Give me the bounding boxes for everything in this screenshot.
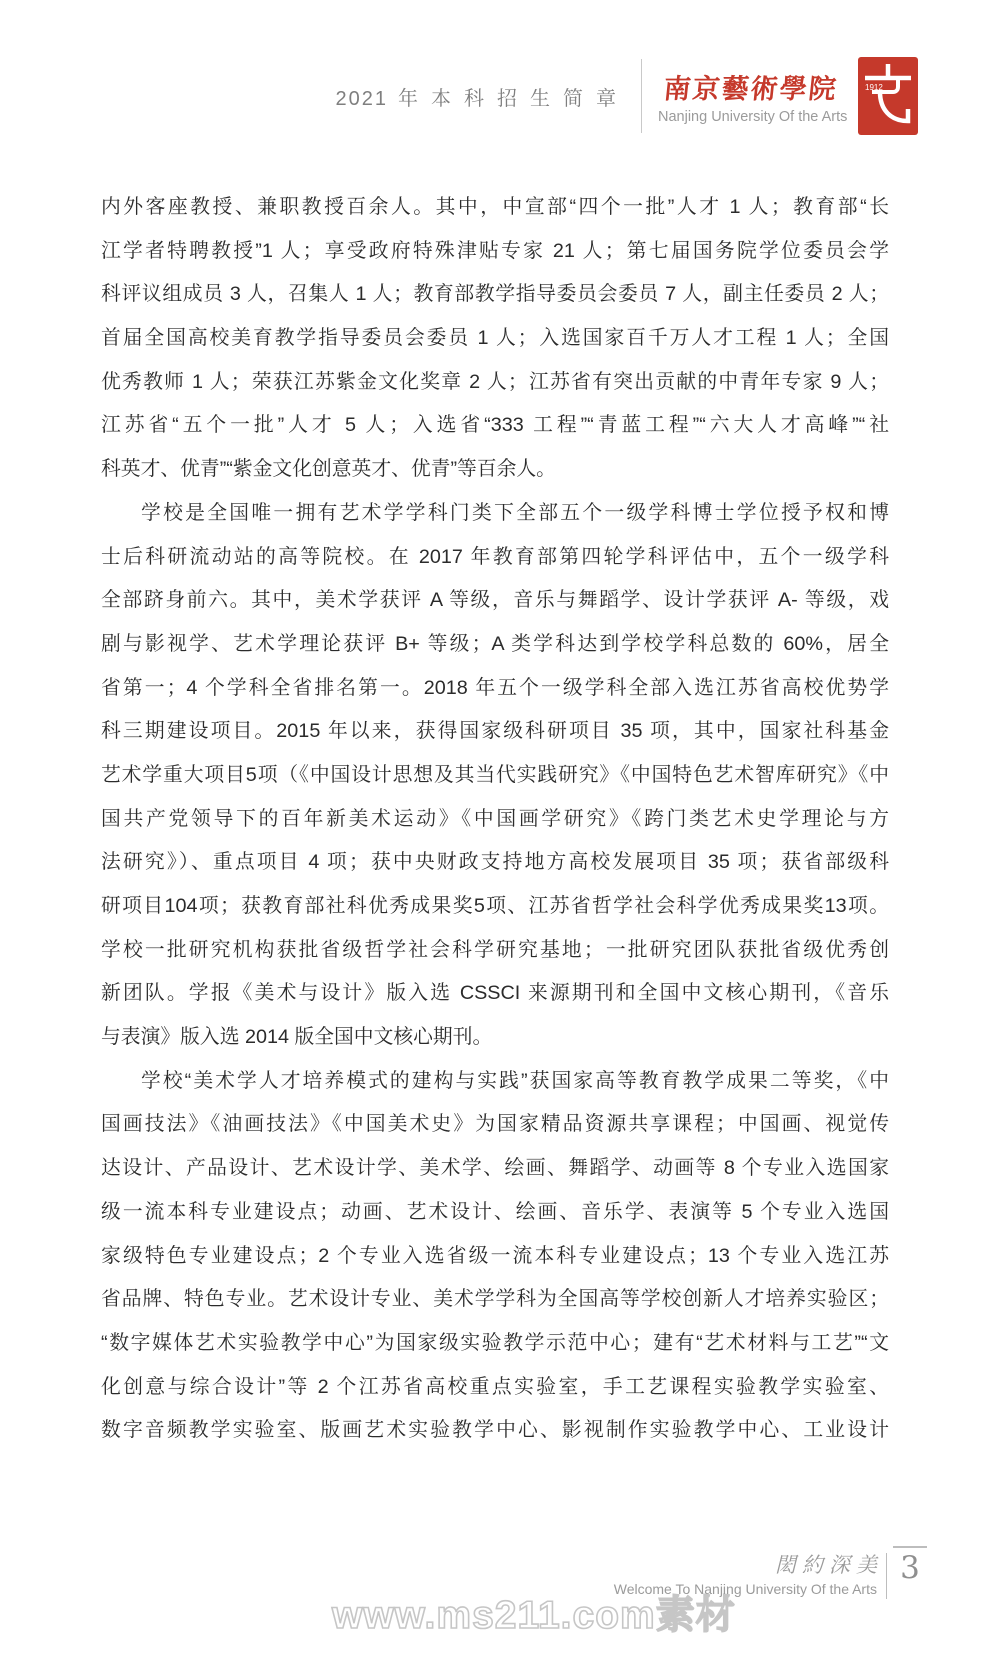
header-title-cn: 年本科招生简章 [398, 87, 629, 110]
text-line: 江苏省“五个一批”人才 5 人；入选省“333 工程”“青蓝工程”“六大人才高峰”“社 [101, 414, 889, 437]
text-line: 级一流本科专业建设点；动画、艺术设计、绘画、音乐学、表演等 5 个专业入选国 [101, 1200, 889, 1223]
paragraph [101, 1060, 889, 1453]
text-line: 研项目104项；获教育部社科优秀成果奖5项、江苏省哲学社会科学优秀成果奖13项。 [101, 895, 889, 917]
text-line: 优秀教师 1 人；荣获江苏紫金文化奖章 2 人；江苏省有突出贡献的中青年专家 9 人； [101, 370, 889, 393]
header-year: 2021 [335, 87, 388, 110]
text-line: 省品牌、特色专业。艺术设计专业、美术学学科为全国高等学校创新人才培养实验区； [101, 1288, 889, 1311]
footer-divider [886, 1553, 887, 1599]
watermark-text: www.ms211.com素材 [332, 1594, 736, 1637]
text-line: 科三期建设项目。2015 年以来，获得国家级科研项目 35 项，其中，国家社科基金 [101, 720, 889, 743]
page-number: 3 [900, 1550, 920, 1586]
university-name-en: Nanjing University Of the Arts [658, 109, 848, 125]
footer-motto: 閎約深美 [775, 1553, 883, 1577]
text-line: 江学者特聘教授”1 人；享受政府特殊津贴专家 21 人；第七届国务院学位委员会学 [101, 239, 889, 262]
text-line: 国画技法》《油画技法》《中国美术史》为国家精品资源共享课程；中国画、视觉传 [101, 1113, 889, 1136]
header-divider [641, 59, 642, 133]
university-name-cn: 南京藝術學院 [662, 74, 840, 105]
text-line: “数字媒体艺术实验教学中心”为国家级实验教学示范中心；建有“艺术材料与工艺”“文 [101, 1331, 889, 1354]
text-line: 数字音频教学实验室、版画艺术实验教学中心、影视制作实验教学中心、工业设计 [101, 1419, 889, 1442]
page-number-rule [893, 1546, 927, 1548]
footer-welcome-text: Welcome To Nanjing University Of the Arts [613, 1581, 877, 1597]
text-line: 新团队。学报《美术与设计》版入选 CSSCI 来源期刊和全国中文核心期刊，《音乐 [101, 982, 889, 1005]
text-line: 化创意与综合设计”等 2 个江苏省高校重点实验室，手工艺课程实验教学实验室、 [101, 1375, 889, 1398]
text-line: 艺术学重大项目5项（《中国设计思想及其当代实践研究》《中国特色艺术智库研究》《中 [101, 763, 889, 786]
text-line: 达设计、产品设计、艺术设计学、美术学、绘画、舞蹈学、动画等 8 个专业入选国家 [101, 1157, 889, 1180]
text-line: 学校是全国唯一拥有艺术学学科门类下全部五个一级学科博士学位授予权和博 [141, 501, 889, 524]
text-line: 全部跻身前六。其中，美术学获评 A 等级，音乐与舞蹈学、设计学获评 A- 等级，戏 [101, 589, 889, 612]
text-line: 家级特色专业建设点；2 个专业入选省级一流本科专业建设点；13 个专业入选江苏 [101, 1244, 889, 1267]
text-line: 国共产党领导下的百年新美术运动》《中国画学研究》《跨门类艺术史学理论与方 [101, 807, 889, 830]
text-line: 学校“美术学人才培养模式的建构与实践”获国家高等教育教学成果二等奖，《中 [141, 1069, 889, 1092]
body-text [101, 186, 889, 1453]
page-header [336, 52, 919, 140]
seal-year-text: 1912 [865, 83, 883, 92]
header-title [336, 82, 630, 111]
text-line: 与表演》版入选 2014 版全国中文核心期刊。 [101, 1026, 493, 1049]
university-logo [658, 67, 848, 125]
text-line: 首届全国高校美育教学指导委员会委员 1 人；入选国家百千万人才工程 1 人；全国 [101, 327, 889, 350]
paragraph [101, 186, 889, 492]
text-line: 学校一批研究机构获批省级哲学社会科学研究基地；一批研究团队获批省级优秀创 [101, 938, 889, 961]
text-line: 科评议组成员 3 人，召集人 1 人；教育部教学指导委员会委员 7 人，副主任委员 2 人； [101, 283, 889, 306]
text-line: 内外客座教授、兼职教授百余人。其中，中宣部“四个一批”人才 1 人；教育部“长 [101, 196, 889, 218]
page-footer [613, 1549, 883, 1597]
text-line: 科英才、优青”“紫金文化创意英才、优青”等百余人。 [101, 458, 556, 481]
paragraph [101, 492, 889, 1060]
text-line: 剧与影视学、艺术学理论获评 B+ 等级；A 类学科达到学校学科总数的 60%，居全 [101, 632, 889, 655]
university-seal-icon [858, 57, 918, 135]
text-line: 省第一；4 个学科全省排名第一。2018 年五个一级学科全部入选江苏省高校优势学 [101, 676, 889, 699]
text-line: 士后科研流动站的高等院校。在 2017 年教育部第四轮学科评估中，五个一级学科 [101, 545, 889, 568]
text-line: 法研究》）、重点项目 4 项；获中央财政支持地方高校发展项目 35 项；获省部级科 [101, 851, 889, 874]
